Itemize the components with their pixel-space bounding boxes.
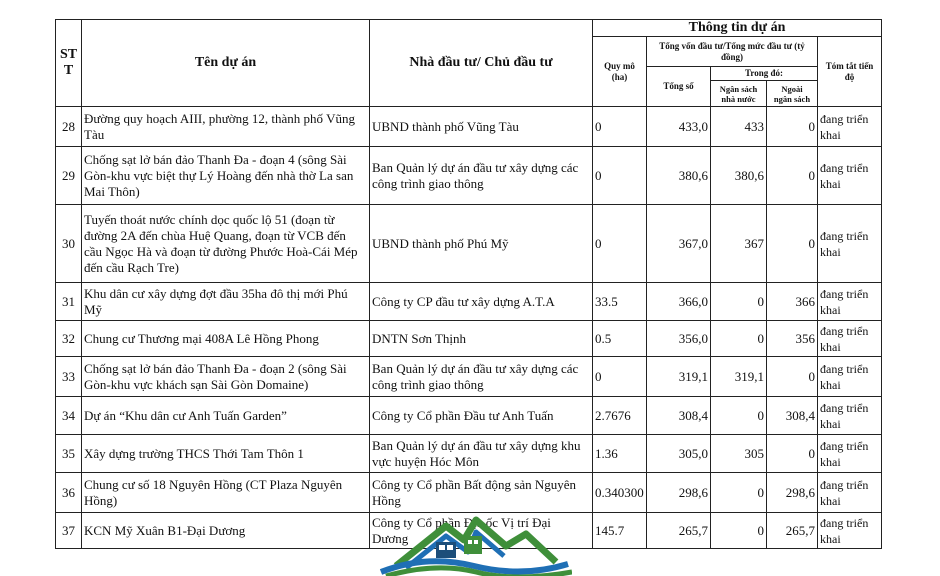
state-budget: 367 <box>711 205 767 283</box>
non-budget: 308,4 <box>767 397 818 435</box>
table-row <box>56 397 882 435</box>
row-stt: 34 <box>56 397 82 435</box>
scale-ha: 0 <box>593 357 647 397</box>
investor: UBND thành phố Vũng Tàu <box>370 107 593 147</box>
project-name: Khu dân cư xây dựng đợt đầu 35ha đô thị mới Phú Mỹ <box>82 283 370 321</box>
investor: Ban Quản lý dự án đầu tư xây dựng các công trình giao thông <box>370 357 593 397</box>
investor: Công ty Cổ phần Đầu tư Anh Tuấn <box>370 397 593 435</box>
header-project-info: Thông tin dự án <box>593 20 882 37</box>
project-name: KCN Mỹ Xuân B1-Đại Dương <box>82 513 370 549</box>
state-budget: 0 <box>711 473 767 513</box>
state-budget: 305 <box>711 435 767 473</box>
table-row <box>56 107 882 147</box>
progress-summary: đang triển khai <box>818 435 882 473</box>
progress-summary: đang triển khai <box>818 473 882 513</box>
state-budget: 319,1 <box>711 357 767 397</box>
progress-summary: đang triển khai <box>818 397 882 435</box>
progress-summary: đang triển khai <box>818 205 882 283</box>
project-name: Dự án “Khu dân cư Anh Tuấn Garden” <box>82 397 370 435</box>
project-name: Đường quy hoạch AIII, phường 12, thành phố Vũng Tàu <box>82 107 370 147</box>
investor: Ban Quản lý dự án đầu tư xây dựng các công trình giao thông <box>370 147 593 205</box>
scale-ha: 2.7676 <box>593 397 647 435</box>
investor: UBND thành phố Phú Mỹ <box>370 205 593 283</box>
header-total: Tổng số <box>647 67 711 107</box>
project-name: Chung cư Thương mại 408A Lê Hồng Phong <box>82 321 370 357</box>
row-stt: 37 <box>56 513 82 549</box>
state-budget: 0 <box>711 321 767 357</box>
header-of-which: Trong đó: <box>711 67 818 81</box>
non-budget: 0 <box>767 357 818 397</box>
table-row <box>56 205 882 283</box>
non-budget: 0 <box>767 205 818 283</box>
project-name: Tuyến thoát nước chính dọc quốc lộ 51 (đoạn từ đường 2A đến chùa Huệ Quang, đoạn từ VCB đến cầu Ngọc Hà và đoạn từ đường Phước Hoà-Cái Mép đến cầu Rạch Tre) <box>82 205 370 283</box>
total-capital: 265,7 <box>647 513 711 549</box>
progress-summary: đang triển khai <box>818 107 882 147</box>
table-row <box>56 357 882 397</box>
scale-ha: 33.5 <box>593 283 647 321</box>
total-capital: 366,0 <box>647 283 711 321</box>
header-non-budget: Ngoài ngân sách <box>767 81 818 107</box>
non-budget: 0 <box>767 107 818 147</box>
scale-ha: 0.5 <box>593 321 647 357</box>
investor: DNTN Sơn Thịnh <box>370 321 593 357</box>
header-scale: Quy mô (ha) <box>593 37 647 107</box>
project-table <box>55 19 882 549</box>
state-budget: 433 <box>711 107 767 147</box>
state-budget: 0 <box>711 513 767 549</box>
non-budget: 0 <box>767 147 818 205</box>
non-budget: 356 <box>767 321 818 357</box>
investor: Công ty CP đầu tư xây dựng A.T.A <box>370 283 593 321</box>
state-budget: 380,6 <box>711 147 767 205</box>
progress-summary: đang triển khai <box>818 357 882 397</box>
header-stt: ST T <box>56 20 82 107</box>
row-stt: 35 <box>56 435 82 473</box>
table-row <box>56 435 882 473</box>
project-name: Chung cư số 18 Nguyên Hồng (CT Plaza Nguyên Hồng) <box>82 473 370 513</box>
progress-summary: đang triển khai <box>818 147 882 205</box>
total-capital: 433,0 <box>647 107 711 147</box>
project-name: Chống sạt lở bán đảo Thanh Đa - đoạn 2 (sông Sài Gòn-khu vực khách sạn Sài Gòn Domaine) <box>82 357 370 397</box>
table-row <box>56 283 882 321</box>
state-budget: 0 <box>711 283 767 321</box>
table-row <box>56 147 882 205</box>
row-stt: 31 <box>56 283 82 321</box>
table-body <box>56 107 882 549</box>
total-capital: 308,4 <box>647 397 711 435</box>
scale-ha: 0 <box>593 107 647 147</box>
row-stt: 36 <box>56 473 82 513</box>
non-budget: 0 <box>767 435 818 473</box>
row-stt: 28 <box>56 107 82 147</box>
non-budget: 366 <box>767 283 818 321</box>
watermark-logo-icon <box>376 506 572 576</box>
table-row <box>56 321 882 357</box>
scale-ha: 145.7 <box>593 513 647 549</box>
investor: Công ty Cổ phần Bất động sản Nguyên Hồng <box>370 473 593 513</box>
progress-summary: đang triển khai <box>818 321 882 357</box>
header-progress-summary: Tóm tắt tiến độ <box>818 37 882 107</box>
state-budget: 0 <box>711 397 767 435</box>
scale-ha: 1.36 <box>593 435 647 473</box>
row-stt: 29 <box>56 147 82 205</box>
investor: Công ty Cổ phần Địa ốc Vị trí Đại Dương <box>370 513 593 549</box>
non-budget: 298,6 <box>767 473 818 513</box>
total-capital: 319,1 <box>647 357 711 397</box>
row-stt: 32 <box>56 321 82 357</box>
row-stt: 30 <box>56 205 82 283</box>
project-name: Chống sạt lở bán đảo Thanh Đa - đoạn 4 (sông Sài Gòn-khu vực biệt thự Lý Hoàng đến nhà thờ La san Mai Thôn) <box>82 147 370 205</box>
header-total-capital: Tổng vốn đầu tư/Tổng mức đầu tư (tỷ đồng) <box>647 37 818 67</box>
scale-ha: 0.340300 <box>593 473 647 513</box>
row-stt: 33 <box>56 357 82 397</box>
total-capital: 367,0 <box>647 205 711 283</box>
header-investor: Nhà đầu tư/ Chủ đầu tư <box>370 20 593 107</box>
investor: Ban Quản lý dự án đầu tư xây dựng khu vực huyện Hóc Môn <box>370 435 593 473</box>
progress-summary: đang triển khai <box>818 513 882 549</box>
header-project-name: Tên dự án <box>82 20 370 107</box>
header-state-budget: Ngân sách nhà nước <box>711 81 767 107</box>
scale-ha: 0 <box>593 205 647 283</box>
total-capital: 298,6 <box>647 473 711 513</box>
project-name: Xây dựng trường THCS Thới Tam Thôn 1 <box>82 435 370 473</box>
scale-ha: 0 <box>593 147 647 205</box>
non-budget: 265,7 <box>767 513 818 549</box>
progress-summary: đang triển khai <box>818 283 882 321</box>
total-capital: 305,0 <box>647 435 711 473</box>
total-capital: 380,6 <box>647 147 711 205</box>
total-capital: 356,0 <box>647 321 711 357</box>
